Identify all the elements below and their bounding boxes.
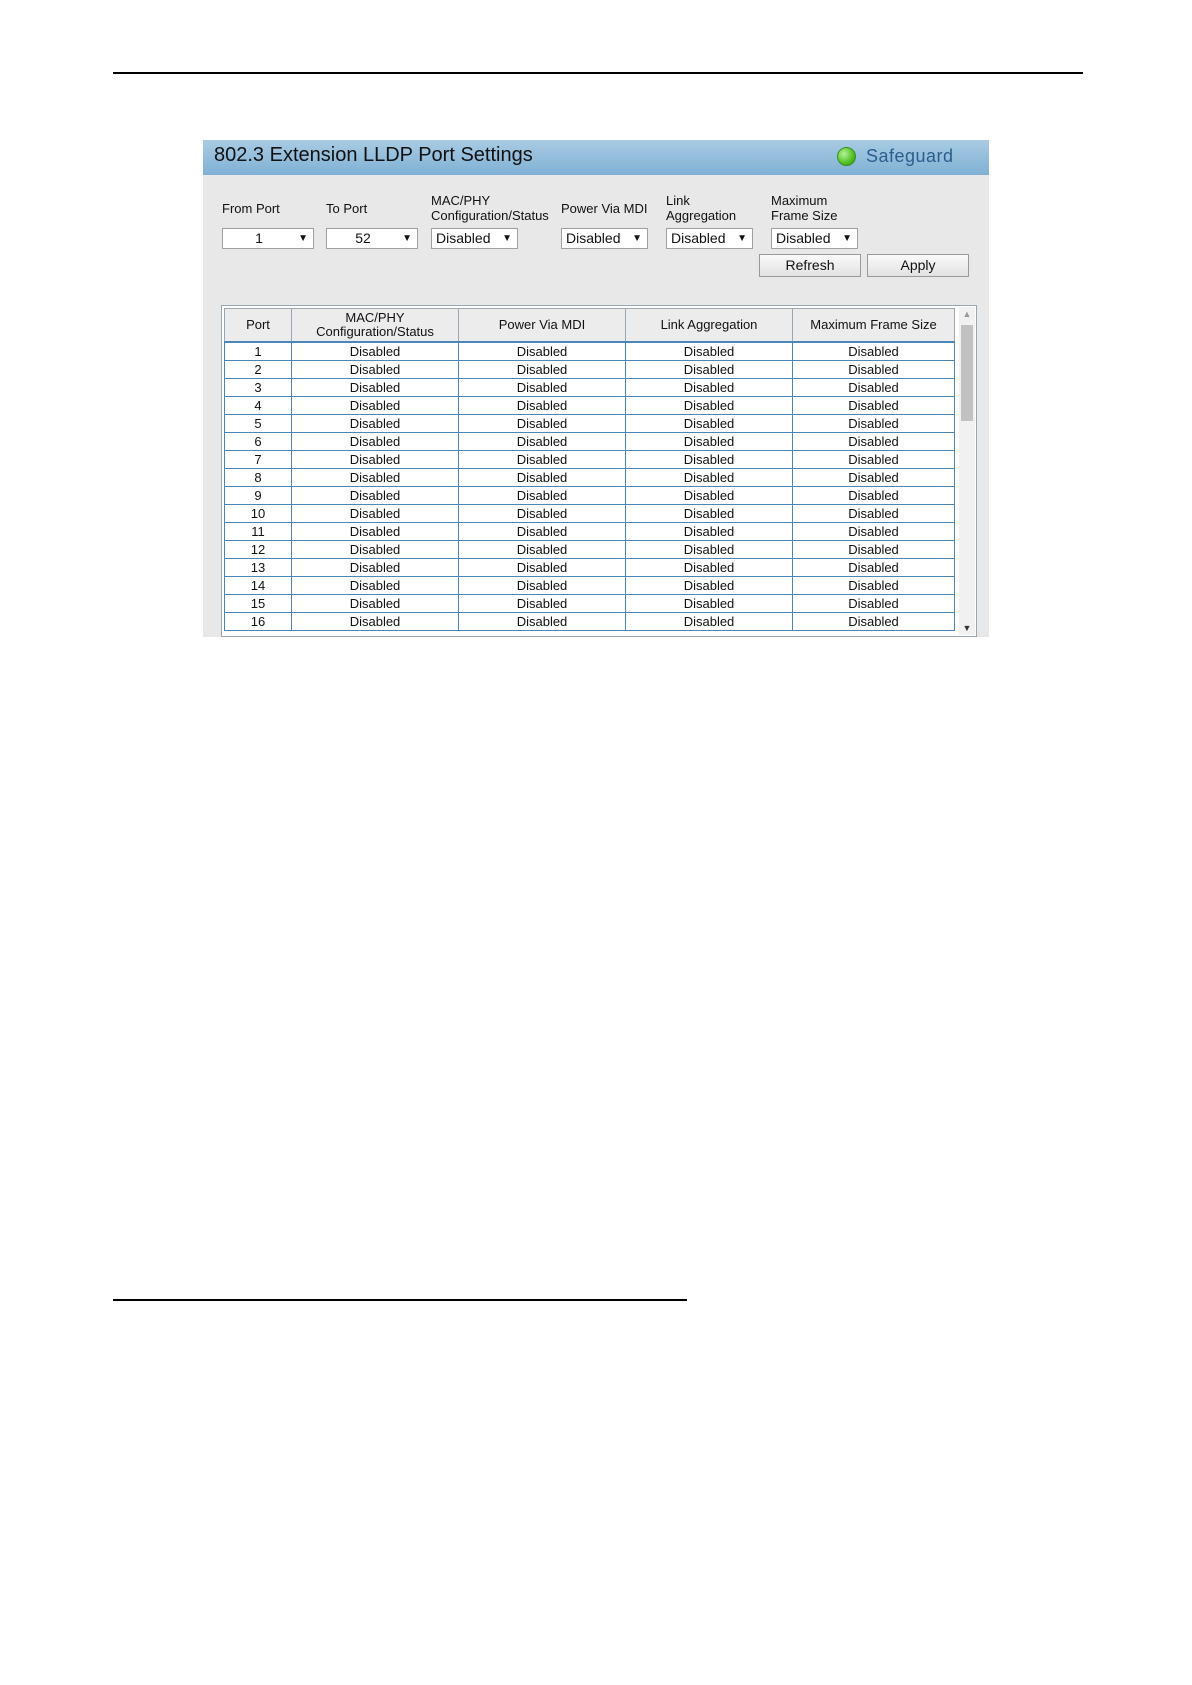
scrollbar-thumb[interactable] [961, 325, 973, 421]
cell-power-via-mdi: Disabled [459, 451, 626, 469]
cell-max-frame-size: Disabled [793, 379, 955, 397]
table-row [225, 505, 955, 523]
cell-link-aggregation: Disabled [626, 451, 793, 469]
table-row [225, 559, 955, 577]
cell-link-aggregation: Disabled [626, 523, 793, 541]
table-scrollbar[interactable] [959, 307, 975, 635]
link-aggregation-value: Disabled [671, 230, 726, 246]
cell-mac-phy: Disabled [292, 451, 459, 469]
table-row [225, 613, 955, 631]
cell-link-aggregation: Disabled [626, 379, 793, 397]
table-row [225, 523, 955, 541]
cell-port: 3 [225, 379, 292, 397]
cell-link-aggregation: Disabled [626, 595, 793, 613]
cell-port: 10 [225, 505, 292, 523]
chevron-down-icon: ▼ [632, 233, 642, 244]
power-via-mdi-label: Power Via MDI [561, 201, 648, 216]
cell-mac-phy: Disabled [292, 523, 459, 541]
cell-max-frame-size: Disabled [793, 451, 955, 469]
cell-link-aggregation: Disabled [626, 613, 793, 631]
cell-max-frame-size: Disabled [793, 433, 955, 451]
cell-link-aggregation: Disabled [626, 541, 793, 559]
cell-port: 1 [225, 342, 292, 361]
max-frame-size-label-line2: Frame Size [771, 208, 838, 223]
cell-power-via-mdi: Disabled [459, 433, 626, 451]
cell-mac-phy: Disabled [292, 595, 459, 613]
table-row [225, 487, 955, 505]
column-header-mac-phy-line2: Configuration/Status [316, 324, 434, 339]
to-port-select[interactable] [326, 228, 418, 249]
table-row [225, 361, 955, 379]
cell-port: 13 [225, 559, 292, 577]
cell-power-via-mdi: Disabled [459, 361, 626, 379]
cell-port: 9 [225, 487, 292, 505]
table-header-row [225, 309, 955, 343]
cell-port: 11 [225, 523, 292, 541]
cell-max-frame-size: Disabled [793, 577, 955, 595]
column-header-max-frame-size: Maximum Frame Size [793, 309, 955, 343]
cell-mac-phy: Disabled [292, 505, 459, 523]
table-row [225, 577, 955, 595]
cell-max-frame-size: Disabled [793, 541, 955, 559]
cell-port: 4 [225, 397, 292, 415]
cell-port: 12 [225, 541, 292, 559]
column-header-power-via-mdi: Power Via MDI [459, 309, 626, 343]
cell-mac-phy: Disabled [292, 469, 459, 487]
mac-phy-value: Disabled [436, 230, 491, 246]
link-aggregation-label-line2: Aggregation [666, 208, 737, 223]
table-row [225, 469, 955, 487]
table-row [225, 541, 955, 559]
link-aggregation-label [666, 193, 736, 223]
table-row [225, 379, 955, 397]
mac-phy-label [431, 193, 549, 223]
cell-power-via-mdi: Disabled [459, 379, 626, 397]
table-row [225, 342, 955, 361]
cell-port: 8 [225, 469, 292, 487]
refresh-button[interactable]: Refresh [759, 254, 861, 277]
cell-mac-phy: Disabled [292, 559, 459, 577]
panel-title: 802.3 Extension LLDP Port Settings [214, 144, 533, 166]
cell-max-frame-size: Disabled [793, 595, 955, 613]
chevron-down-icon: ▼ [502, 233, 512, 244]
cell-link-aggregation: Disabled [626, 433, 793, 451]
chevron-down-icon: ▼ [402, 233, 412, 244]
table-row [225, 415, 955, 433]
footnote-rule [113, 1299, 687, 1301]
table-row [225, 397, 955, 415]
to-port-value: 52 [355, 230, 371, 246]
cell-power-via-mdi: Disabled [459, 397, 626, 415]
cell-max-frame-size: Disabled [793, 342, 955, 361]
cell-max-frame-size: Disabled [793, 559, 955, 577]
to-port-label: To Port [326, 201, 368, 216]
cell-max-frame-size: Disabled [793, 415, 955, 433]
cell-mac-phy: Disabled [292, 487, 459, 505]
cell-link-aggregation: Disabled [626, 397, 793, 415]
power-via-mdi-select[interactable] [561, 228, 648, 249]
chevron-down-icon: ▼ [298, 233, 308, 244]
column-header-mac-phy-line1: MAC/PHY [345, 310, 405, 325]
cell-mac-phy: Disabled [292, 397, 459, 415]
cell-power-via-mdi: Disabled [459, 505, 626, 523]
table-row [225, 451, 955, 469]
cell-mac-phy: Disabled [292, 379, 459, 397]
max-frame-size-select[interactable] [771, 228, 858, 249]
max-frame-size-label [771, 193, 837, 223]
mac-phy-label-line2: Configuration/Status [431, 208, 549, 223]
cell-max-frame-size: Disabled [793, 487, 955, 505]
lldp-dot3-settings-panel [203, 140, 989, 637]
cell-power-via-mdi: Disabled [459, 595, 626, 613]
cell-power-via-mdi: Disabled [459, 469, 626, 487]
cell-link-aggregation: Disabled [626, 342, 793, 361]
column-header-link-aggregation: Link Aggregation [626, 309, 793, 343]
cell-mac-phy: Disabled [292, 361, 459, 379]
cell-power-via-mdi: Disabled [459, 613, 626, 631]
from-port-label: From Port [222, 201, 280, 216]
cell-link-aggregation: Disabled [626, 469, 793, 487]
cell-mac-phy: Disabled [292, 577, 459, 595]
cell-max-frame-size: Disabled [793, 613, 955, 631]
scroll-down-arrow-icon[interactable]: ▼ [962, 623, 972, 633]
cell-link-aggregation: Disabled [626, 415, 793, 433]
cell-power-via-mdi: Disabled [459, 523, 626, 541]
max-frame-size-value: Disabled [776, 230, 831, 246]
safeguard-label[interactable]: Safeguard [866, 146, 954, 166]
table-row [225, 595, 955, 613]
cell-max-frame-size: Disabled [793, 361, 955, 379]
page-top-rule [113, 72, 1083, 74]
from-port-value: 1 [255, 230, 263, 246]
panel-header [203, 140, 989, 175]
cell-max-frame-size: Disabled [793, 523, 955, 541]
cell-power-via-mdi: Disabled [459, 541, 626, 559]
cell-port: 2 [225, 361, 292, 379]
cell-port: 7 [225, 451, 292, 469]
cell-link-aggregation: Disabled [626, 487, 793, 505]
port-settings-table [224, 308, 955, 631]
table-row [225, 433, 955, 451]
cell-power-via-mdi: Disabled [459, 415, 626, 433]
link-aggregation-label-line1: Link [666, 193, 690, 208]
scroll-up-arrow-icon[interactable]: ▲ [962, 309, 972, 319]
cell-port: 5 [225, 415, 292, 433]
apply-button[interactable]: Apply [867, 254, 969, 277]
cell-mac-phy: Disabled [292, 342, 459, 361]
port-settings-table-container [221, 305, 977, 637]
cell-mac-phy: Disabled [292, 415, 459, 433]
mac-phy-label-line1: MAC/PHY [431, 193, 491, 208]
cell-link-aggregation: Disabled [626, 505, 793, 523]
cell-max-frame-size: Disabled [793, 397, 955, 415]
cell-power-via-mdi: Disabled [459, 577, 626, 595]
cell-mac-phy: Disabled [292, 541, 459, 559]
cell-port: 15 [225, 595, 292, 613]
cell-mac-phy: Disabled [292, 613, 459, 631]
from-port-select[interactable] [222, 228, 314, 249]
mac-phy-select[interactable] [431, 228, 518, 249]
chevron-down-icon: ▼ [842, 233, 852, 244]
cell-port: 16 [225, 613, 292, 631]
max-frame-size-label-line1: Maximum [771, 193, 828, 208]
power-via-mdi-value: Disabled [566, 230, 621, 246]
cell-port: 6 [225, 433, 292, 451]
cell-max-frame-size: Disabled [793, 469, 955, 487]
cell-port: 14 [225, 577, 292, 595]
cell-power-via-mdi: Disabled [459, 487, 626, 505]
chevron-down-icon: ▼ [737, 233, 747, 244]
safeguard-status-icon [837, 147, 856, 166]
cell-link-aggregation: Disabled [626, 577, 793, 595]
cell-max-frame-size: Disabled [793, 505, 955, 523]
cell-power-via-mdi: Disabled [459, 559, 626, 577]
link-aggregation-select[interactable] [666, 228, 753, 249]
cell-link-aggregation: Disabled [626, 559, 793, 577]
column-header-mac-phy [292, 309, 459, 343]
cell-power-via-mdi: Disabled [459, 342, 626, 361]
column-header-port: Port [225, 309, 292, 343]
cell-link-aggregation: Disabled [626, 361, 793, 379]
cell-mac-phy: Disabled [292, 433, 459, 451]
